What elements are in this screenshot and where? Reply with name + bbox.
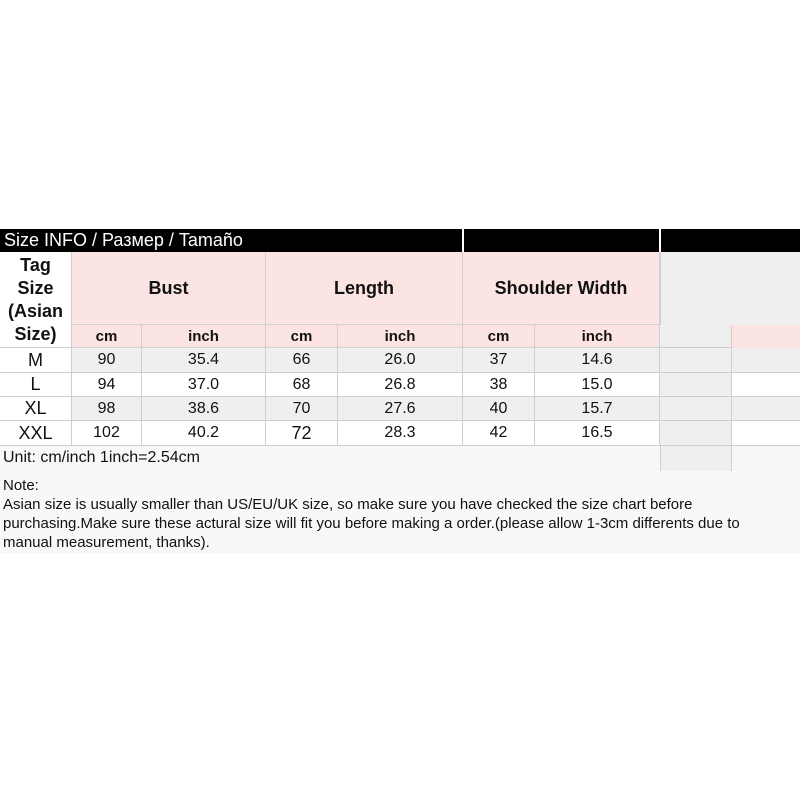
bust-inch-value: 37.0: [142, 373, 266, 397]
shoulder-cm-value: 38: [463, 373, 535, 397]
shoulder-width-header: Shoulder Width: [463, 252, 660, 325]
bust-inch-value: 38.6: [142, 397, 266, 421]
empty-cell: [732, 373, 800, 397]
length-header: Length: [266, 252, 463, 325]
empty-cell: [660, 446, 732, 471]
shoulder-inch-value: 16.5: [535, 421, 660, 446]
tag-size-header: Tag Size (Asian Size): [0, 252, 72, 348]
note-label: Note:: [3, 477, 39, 494]
empty-cell: [660, 373, 732, 397]
unit-text: Unit: cm/inch 1inch=2.54cm: [3, 449, 200, 466]
size-label: XXL: [0, 421, 72, 446]
bust-cm-value: 94: [72, 373, 142, 397]
empty-cell: [732, 421, 800, 446]
length-inch-value: 26.8: [338, 373, 463, 397]
length-cm-value: 70: [266, 397, 338, 421]
subheader-empty-cell-end: [732, 325, 800, 348]
length-inch-value: 27.6: [338, 397, 463, 421]
title-bar-segment: [464, 229, 659, 252]
shoulder-cm-header: cm: [463, 325, 535, 348]
length-inch-value: 28.3: [338, 421, 463, 446]
size-label: XL: [0, 397, 72, 421]
empty-cell: [660, 421, 732, 446]
empty-cell: [660, 397, 732, 421]
bust-inch-value: 40.2: [142, 421, 266, 446]
shoulder-cm-value: 42: [463, 421, 535, 446]
length-cm-header: cm: [266, 325, 338, 348]
shoulder-cm-value: 40: [463, 397, 535, 421]
shoulder-inch-value: 15.7: [535, 397, 660, 421]
bust-inch-value: 35.4: [142, 348, 266, 373]
bust-cm-value: 98: [72, 397, 142, 421]
length-inch-header: inch: [338, 325, 463, 348]
empty-cell: [732, 397, 800, 421]
shoulder-cm-value: 37: [463, 348, 535, 373]
shoulder-inch-value: 15.0: [535, 373, 660, 397]
title-bar-segment-end: [661, 229, 800, 252]
length-inch-value: 26.0: [338, 348, 463, 373]
size-label: M: [0, 348, 72, 373]
note-text: Asian size is usually smaller than US/EU/UK size, so make sure you have checked the size chart before purchasing.Make sure these actural size will fit you before making a order.(please allow 1-3cm differents due to manual measurement, thanks).: [3, 496, 740, 551]
shoulder-inch-value: 14.6: [535, 348, 660, 373]
length-cm-value: 66: [266, 348, 338, 373]
empty-cell: [732, 446, 800, 471]
size-label: L: [0, 373, 72, 397]
empty-cell: [732, 348, 800, 373]
subheader-empty-cell: [660, 325, 732, 348]
bust-cm-value: 102: [72, 421, 142, 446]
header-empty-cell: [660, 252, 800, 325]
bust-cm-header: cm: [72, 325, 142, 348]
bust-cm-value: 90: [72, 348, 142, 373]
length-cm-value: 68: [266, 373, 338, 397]
size-info-title: Size INFO / Размер / Tamaño: [0, 229, 462, 252]
bust-inch-header: inch: [142, 325, 266, 348]
bust-header: Bust: [72, 252, 266, 325]
length-cm-value: 72: [266, 421, 338, 446]
shoulder-inch-header: inch: [535, 325, 660, 348]
empty-cell: [660, 348, 732, 373]
